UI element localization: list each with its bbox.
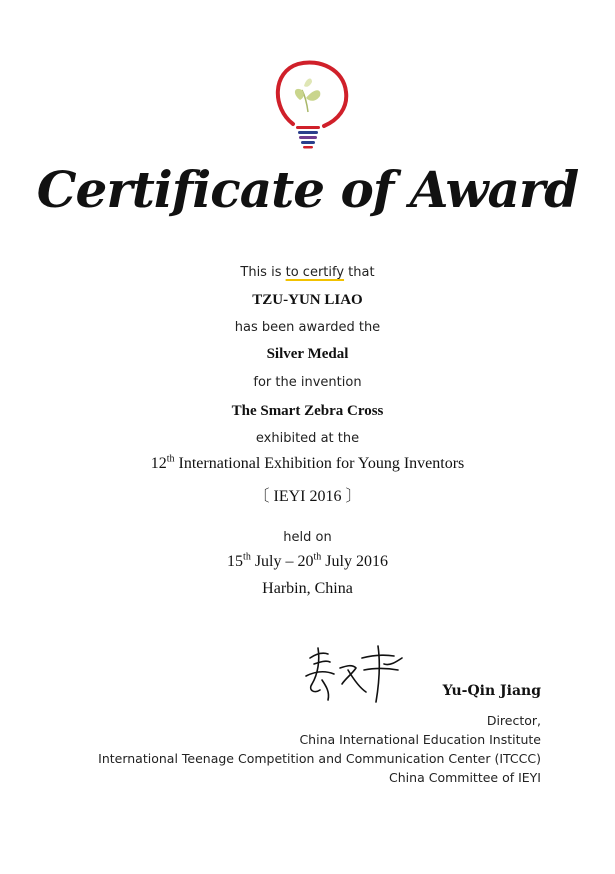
held-text: held on	[283, 530, 332, 545]
org-line-2: International Teenage Competition and Communication Center (ITCCC)	[98, 751, 541, 766]
certify-line	[0, 265, 615, 280]
invention-text: for the invention	[253, 375, 362, 390]
event-line	[0, 455, 615, 473]
handwritten-signature-icon	[300, 640, 418, 706]
signatory-role: Director,	[486, 713, 541, 728]
date-end-sup: th	[313, 551, 322, 563]
signatory-name: Yu-Qin Jiang	[442, 683, 541, 699]
date-start-sup: th	[243, 551, 251, 563]
date-start-day: 15	[227, 553, 244, 570]
recipient-name: TZU-YUN LIAO	[252, 292, 363, 308]
event-location: Harbin, China	[262, 580, 353, 597]
date-mid: July – 20	[250, 553, 314, 570]
certify-prefix: This is	[240, 265, 286, 280]
awarded-text: has been awarded the	[234, 320, 381, 335]
date-end: July 2016	[321, 553, 388, 570]
certify-suffix: that	[344, 265, 375, 280]
event-sup: th	[166, 453, 175, 465]
invention-name: The Smart Zebra Cross	[231, 403, 384, 419]
event-abbreviation: 〔 IEYI 2016 〕	[253, 488, 362, 505]
certificate-title: Certificate of Award	[36, 160, 579, 219]
org-line-1: China International Education Institute	[299, 732, 541, 747]
event-dates	[0, 553, 615, 571]
certify-underlined: to certify	[285, 265, 345, 280]
org-line-3: China Committee of IEYI	[389, 770, 541, 785]
award-name: Silver Medal	[266, 346, 349, 362]
event-name: International Exhibition for Young Inventors	[174, 455, 465, 472]
event-number: 12	[150, 455, 167, 472]
exhibited-text: exhibited at the	[255, 431, 360, 446]
lightbulb-seedling-logo-icon	[258, 50, 358, 160]
